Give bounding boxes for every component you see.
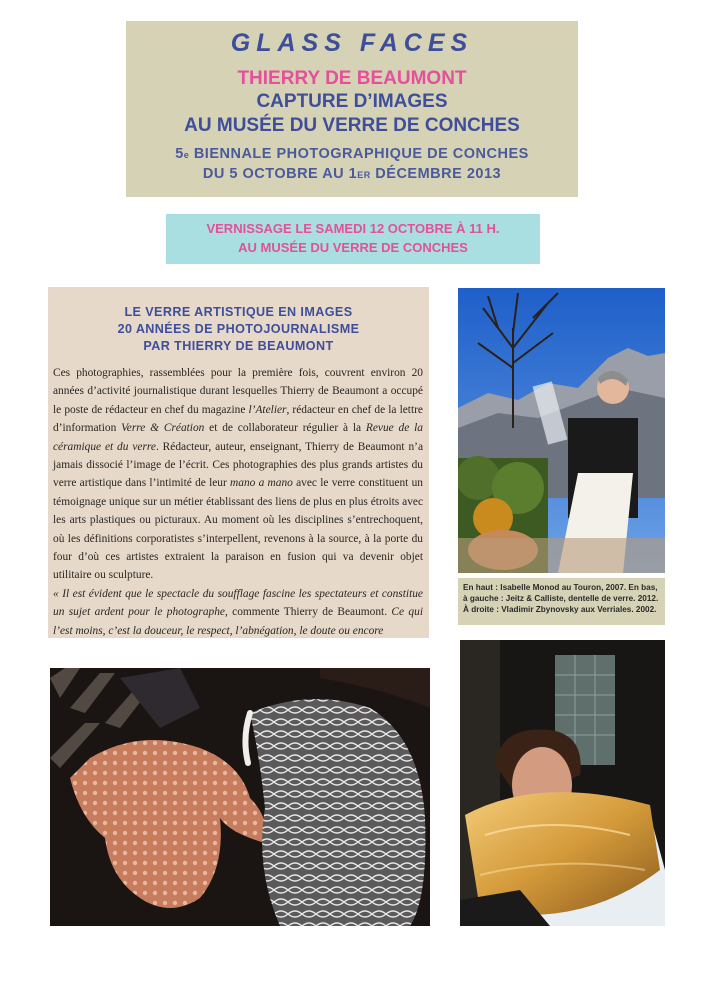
photo-caption [458,578,665,625]
artist-name: THIERRY DE BEAUMONT [237,68,467,89]
article-paragraph-1 [53,364,423,585]
biennale-text: BIENNALE PHOTOGRAPHIQUE DE CONCHES [189,146,529,162]
biennale-line [126,144,578,164]
photo-jeitz-calliste [50,668,430,926]
caption-line-2: À droite : Vladimir Zbynovsky aux Verriales. 2002. [463,605,657,614]
exhibition-title: CAPTURE D’IMAGES [256,91,448,112]
vernissage-box [166,214,540,264]
article-heading [48,304,429,355]
vernissage-place: AU MUSÉE DU VERRE DE CONCHES [238,240,468,255]
newsletter-name: Verre & Création [121,422,205,435]
biennale-ordinal: e [183,150,190,160]
article-box [48,287,429,638]
article-body [53,364,423,638]
dates-end: DÉCEMBRE 2013 [370,166,502,182]
article-heading-line2: 20 ANNÉES DE PHOTOJOURNALISME [117,322,360,336]
exhibition-venue: AU MUSÉE DU VERRE DE CONCHES [184,115,520,136]
article-text: avec le verre constituent un témoignage unique sur un métier établissant des liens de plus en plus étroits avec les arts plastiques ou picturaux. Au moment où les disciplines s’entrechoquent, où les définitions corporatistes s’interpellent, revenons à la source, à la porte du four d’où ces artistes extraient la paraison en fusion qui va devenir objet utilitaire ou sculpture. [53,477,423,582]
vernissage-date: VERNISSAGE LE SAMEDI 12 OCTOBRE À 11 H. [206,221,500,236]
quote-text: Ce qui l’est moins, c’est la douceur, le respect, l’abnégation, le doute ou encore [53,606,423,637]
article-paragraph-2 [53,585,423,638]
dates-ordinal: ER [357,170,371,180]
article-text: Ces photographies, rassemblées pour la première fois, couvrent environ 20 années d’activité journalistique durant lesquelles Thierry de Beaumont a occupé le poste de rédacteur en chef du magazine [53,367,423,416]
magazine-name: l’Atelier [248,403,287,416]
header-box [126,21,578,197]
article-heading-line1: LE VERRE ARTISTIQUE EN IMAGES [124,305,353,319]
photo-vladimir-zbynovsky [460,640,665,926]
page-title: GLASS FACES [230,29,474,57]
review-name: Revue de la céramique et du verre [53,422,423,453]
article-text: . Rédacteur, auteur, enseignant, Thierry de Beaumont n’a jamais dissocié l’image de l’écrit. Ces photographies des plus grands artistes du verre artistique dans l’intimité de leur [53,440,423,490]
photo-isabelle-monod [458,288,665,573]
biennale-number: 5 [175,146,184,162]
caption-line-1: En haut : Isabelle Monod au Touron, 2007. En bas, à gauche : Jeitz & Calliste, dentelle de verre. 2012. [463,583,659,603]
article-text: , commente Thierry de Beaumont. [224,606,392,619]
italic-phrase: mano a mano [230,477,293,490]
quote-text: « Il est évident que le spectacle du soufflage fascine les spectateurs et constitue un sujet ardent pour le photographe [53,587,423,619]
article-text: , rédacteur en chef de la lettre d’information [53,403,423,435]
dates-line [126,164,578,184]
article-text: et de collaborateur régulier à la [204,422,366,435]
article-heading-line3: PAR THIERRY DE BEAUMONT [143,339,334,353]
dates-start: DU 5 OCTOBRE AU 1 [202,166,358,182]
